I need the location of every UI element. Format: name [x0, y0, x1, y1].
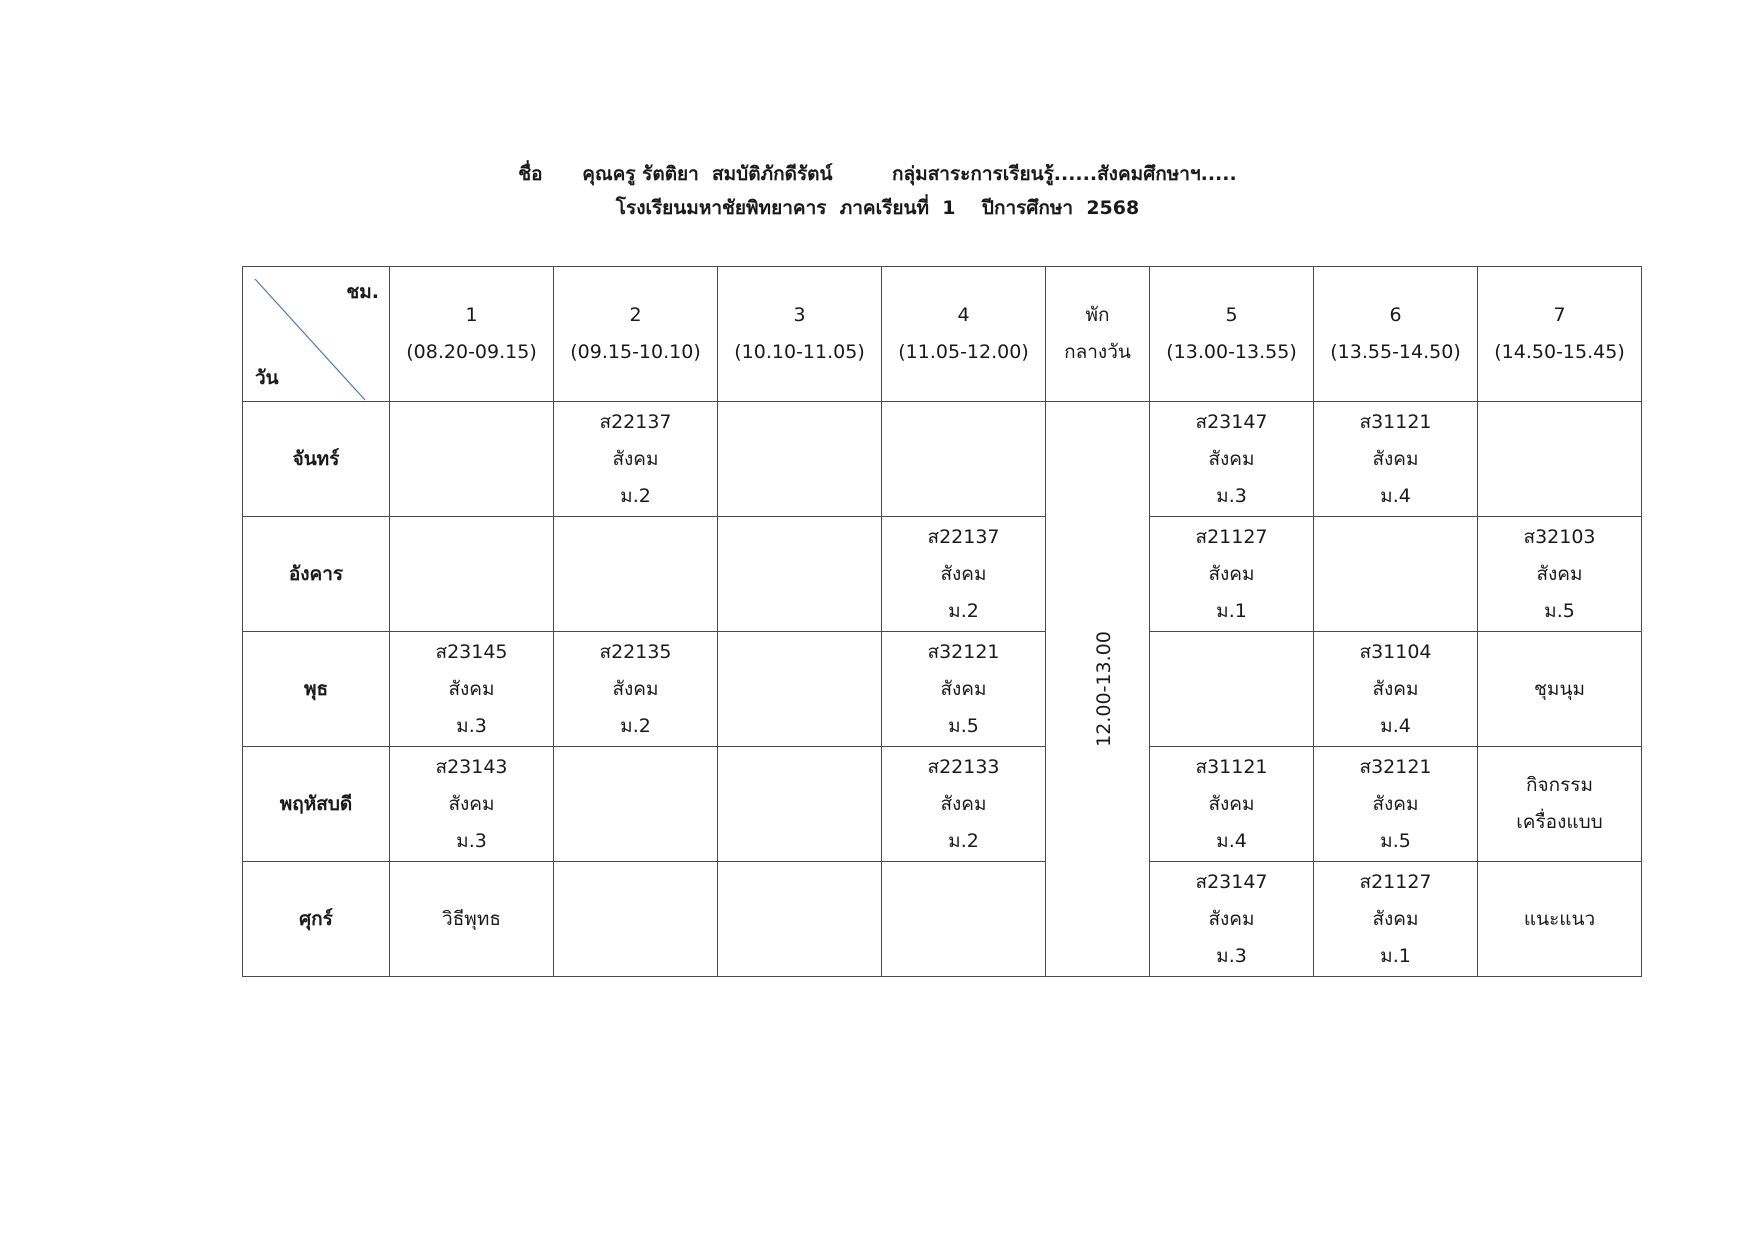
class-cell-line: ม.5 [1380, 829, 1411, 852]
period-time: (13.55-14.50) [1330, 341, 1461, 363]
class-cell [554, 747, 718, 862]
class-cell-line: ส32103 [1523, 525, 1596, 548]
class-cell [1478, 747, 1642, 862]
class-cell-line: ม.2 [948, 829, 979, 852]
class-cell [554, 402, 718, 517]
class-cell [882, 862, 1046, 977]
period-number: 6 [1389, 304, 1402, 326]
class-cell-line: ส23145 [435, 640, 508, 663]
class-cell [554, 862, 718, 977]
class-cell [1150, 517, 1314, 632]
class-cell [390, 402, 554, 517]
day-label: จันทร์ [243, 402, 390, 517]
class-cell-line: สังคม [1208, 447, 1255, 470]
period-header [390, 267, 554, 402]
day-label: อังคาร [243, 517, 390, 632]
day-label: พฤหัสบดี [243, 747, 390, 862]
class-cell [554, 632, 718, 747]
class-cell-line: กิจกรรม [1525, 774, 1594, 796]
period-number: 4 [957, 304, 970, 326]
class-cell [718, 402, 882, 517]
class-cell-line: สังคม [940, 677, 987, 700]
class-cell-line: แนะแนว [1523, 907, 1596, 930]
class-cell [882, 402, 1046, 517]
class-cell-line: ม.4 [1216, 829, 1247, 852]
period-number: 1 [465, 304, 478, 326]
class-cell-line: ส31121 [1195, 755, 1268, 778]
class-cell [1314, 517, 1478, 632]
class-cell [1314, 632, 1478, 747]
class-cell-line: สังคม [1208, 792, 1255, 815]
period-number: พัก [1085, 304, 1110, 326]
semester: ภาคเรียนที่ 1 [839, 197, 956, 219]
class-cell [1478, 402, 1642, 517]
class-cell-line: สังคม [612, 447, 659, 470]
name-label: ชื่อ [518, 163, 543, 185]
period-time: กลางวัน [1064, 341, 1131, 363]
class-cell-line: สังคม [1208, 562, 1255, 585]
day-label: ศุกร์ [243, 862, 390, 977]
class-cell-line: สังคม [448, 677, 495, 700]
class-cell-line: ม.3 [456, 829, 487, 852]
day-label: พุธ [243, 632, 390, 747]
period-header [1478, 267, 1642, 402]
lunch-break-cell [1046, 402, 1150, 977]
period-header [1314, 267, 1478, 402]
class-cell [882, 517, 1046, 632]
class-cell-line: ม.3 [1216, 944, 1247, 967]
class-cell-line: สังคม [1208, 907, 1255, 930]
class-cell-line: ส21127 [1195, 525, 1268, 548]
class-cell [1314, 402, 1478, 517]
class-cell [1478, 517, 1642, 632]
class-cell [1150, 632, 1314, 747]
class-cell-line: ม.5 [948, 714, 979, 737]
class-cell [1150, 402, 1314, 517]
class-cell [554, 517, 718, 632]
class-cell [718, 517, 882, 632]
table-row [243, 402, 1642, 517]
lunch-time: 12.00-13.00 [1092, 631, 1115, 747]
teacher-name: คุณครู รัตติยา สมบัติภักดีรัตน์ [582, 163, 833, 185]
class-cell-line: ม.1 [1380, 944, 1411, 967]
period-number: 7 [1553, 304, 1566, 326]
period-time: (11.05-12.00) [898, 341, 1029, 363]
class-cell [718, 632, 882, 747]
class-cell-line: สังคม [1372, 907, 1419, 930]
period-header [1150, 267, 1314, 402]
class-cell-line: สังคม [1372, 677, 1419, 700]
header-row [243, 267, 1642, 402]
period-time: (08.20-09.15) [406, 341, 537, 363]
corner-day-label: วัน [255, 367, 279, 389]
class-cell-line: ชุมนุม [1534, 677, 1585, 700]
header-line-1 [0, 157, 1755, 191]
class-cell [1150, 862, 1314, 977]
table-row [243, 747, 1642, 862]
period-number: 2 [629, 304, 642, 326]
period-header [718, 267, 882, 402]
class-cell [882, 747, 1046, 862]
class-cell-line: ม.1 [1216, 599, 1247, 622]
class-cell-line: ม.3 [456, 714, 487, 737]
subject-group: กลุ่มสาระการเรียนรู้......สังคมศึกษาฯ..... [892, 163, 1237, 185]
header-line-2 [0, 191, 1755, 225]
class-cell-line: ส21127 [1359, 870, 1432, 893]
table-row [243, 862, 1642, 977]
period-header [554, 267, 718, 402]
class-cell-line: ส23147 [1195, 410, 1268, 433]
class-cell-line: ม.2 [620, 714, 651, 737]
class-cell-line: ส31121 [1359, 410, 1432, 433]
class-cell-line: ม.2 [620, 484, 651, 507]
class-cell-line: สังคม [1536, 562, 1583, 585]
table-row [243, 632, 1642, 747]
class-cell-line: สังคม [940, 792, 987, 815]
class-cell [1478, 862, 1642, 977]
period-number: 5 [1225, 304, 1238, 326]
class-cell-line: ม.4 [1380, 714, 1411, 737]
class-cell [390, 747, 554, 862]
class-cell-line: เครื่องแบบ [1516, 811, 1603, 833]
class-cell [390, 517, 554, 632]
class-cell-line: ม.4 [1380, 484, 1411, 507]
period-time: (14.50-15.45) [1494, 341, 1625, 363]
class-cell-line: ส31104 [1359, 640, 1432, 663]
corner-cell [243, 267, 390, 402]
class-cell-line: ส22133 [927, 755, 1000, 778]
period-number: 3 [793, 304, 806, 326]
class-cell [718, 862, 882, 977]
class-cell-line: ส32121 [1359, 755, 1432, 778]
class-cell [718, 747, 882, 862]
class-cell-line: สังคม [612, 677, 659, 700]
class-cell-line: ม.3 [1216, 484, 1247, 507]
class-cell-line: สังคม [940, 562, 987, 585]
class-cell-line: ส23147 [1195, 870, 1268, 893]
period-time: (09.15-10.10) [570, 341, 701, 363]
period-time: (13.00-13.55) [1166, 341, 1297, 363]
period-header [882, 267, 1046, 402]
class-cell-line: ม.5 [1544, 599, 1575, 622]
class-cell-line: ส22137 [927, 525, 1000, 548]
class-cell [390, 632, 554, 747]
academic-year: ปีการศึกษา 2568 [981, 197, 1140, 219]
class-cell-line: สังคม [1372, 447, 1419, 470]
period-time: (10.10-11.05) [734, 341, 865, 363]
class-cell [1314, 747, 1478, 862]
table-row [243, 517, 1642, 632]
class-cell [390, 862, 554, 977]
class-cell [1150, 747, 1314, 862]
class-cell-line: ส22137 [599, 410, 672, 433]
corner-period-label: ชม. [346, 281, 379, 303]
lunch-break-header [1046, 267, 1150, 402]
class-cell-line: ส22135 [599, 640, 672, 663]
class-cell [1314, 862, 1478, 977]
class-cell-line: ส23143 [435, 755, 508, 778]
class-cell-line: ม.2 [948, 599, 979, 622]
school-name: โรงเรียนมหาชัยพิทยาคาร [615, 197, 827, 219]
class-cell-line: วิธีพุทธ [442, 907, 501, 930]
class-cell [882, 632, 1046, 747]
class-cell [1478, 632, 1642, 747]
class-cell-line: สังคม [448, 792, 495, 815]
timetable [242, 266, 1642, 977]
class-cell-line: สังคม [1372, 792, 1419, 815]
class-cell-line: ส32121 [927, 640, 1000, 663]
